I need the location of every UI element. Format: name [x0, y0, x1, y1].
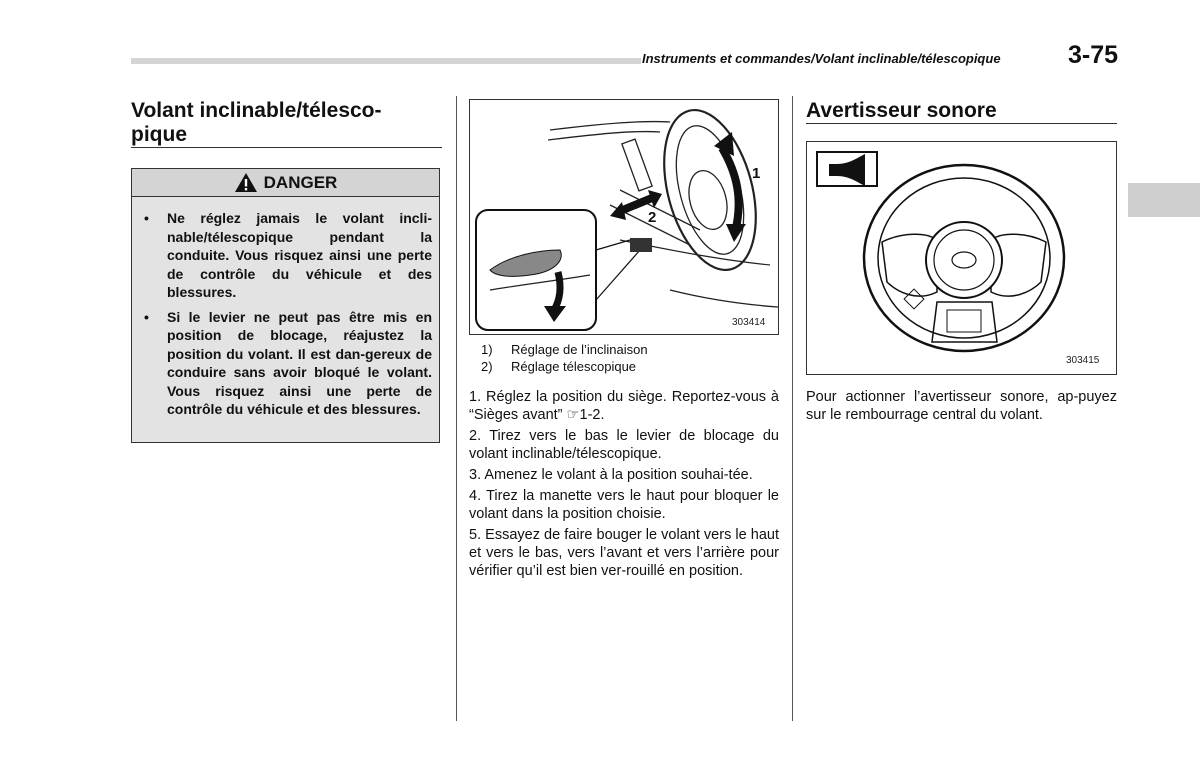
- procedure-step: 5. Essayez de faire bouger le volant vers le haut et vers le bas, vers l’avant et vers l’arrière pour vérifier qu’il est bien ver-rouillé en position.: [469, 527, 779, 579]
- title-rule: [131, 147, 442, 148]
- procedure-step: 3. Amenez le volant à la position souhai-tée.: [469, 467, 753, 483]
- steering-adjust-figure: [469, 99, 779, 335]
- horn-figure: [806, 141, 1117, 375]
- chapter-tab: [1128, 183, 1200, 217]
- caption-text: Réglage télescopique: [511, 359, 637, 374]
- steering-adjust-illustration: [470, 100, 778, 334]
- figure-caption: [481, 358, 636, 375]
- danger-box: [131, 168, 440, 443]
- danger-header: [132, 169, 439, 197]
- danger-item: • Ne réglez jamais le volant incli-nable/télescopique pendant la conduite. Vous risquez ainsi une perte de contrôle du véhicule et des blessures.: [142, 209, 432, 302]
- caption-number: 1): [481, 342, 493, 357]
- figure-label-2: 2: [648, 209, 657, 226]
- figure-code: 303415: [1066, 355, 1100, 366]
- caption-number: 2): [481, 359, 493, 374]
- procedure-steps: [469, 388, 779, 583]
- horn-illustration: [807, 142, 1116, 374]
- header-bar: [131, 58, 641, 64]
- warning-triangle-icon: [234, 172, 258, 193]
- section-title-line: Volant inclinable/télesco-: [131, 99, 382, 122]
- procedure-step: 1. Réglez la position du siège. Reportez-vous à “Sièges avant” ☞1-2.: [469, 389, 779, 423]
- section-title-line: pique: [131, 123, 187, 146]
- caption-text: Réglage de l’inclinaison: [511, 342, 648, 357]
- procedure-step: 4. Tirez la manette vers le haut pour bloquer le volant dans la position choisie.: [469, 488, 779, 522]
- section-title: [131, 99, 382, 147]
- column-divider: [456, 96, 457, 721]
- procedure-step: 2. Tirez vers le bas le levier de blocage du volant inclinable/télescopique.: [469, 428, 779, 462]
- figure-label-1: 1: [752, 165, 761, 182]
- figure-code: 303414: [732, 317, 766, 328]
- danger-label: DANGER: [263, 172, 338, 192]
- danger-list: [142, 209, 432, 425]
- column-divider: [792, 96, 793, 721]
- title-rule: [806, 123, 1117, 124]
- horn-section-title: Avertisseur sonore: [806, 99, 997, 122]
- page-number: 3-75: [1068, 41, 1119, 69]
- running-header: Instruments et commandes/Volant inclinable/télescopique: [642, 51, 1001, 66]
- horn-paragraph: Pour actionner l’avertisseur sonore, ap-puyez sur le rembourrage central du volant.: [806, 389, 1117, 423]
- figure-caption: [481, 341, 648, 358]
- danger-item: • Si le levier ne peut pas être mis en position de blocage, réajustez la position du volant. Il est dan-gereux de conduire sans avoir bloqué le volant. Vous risquez ainsi une perte de contrôle du véhicule et des blessures.: [142, 308, 432, 419]
